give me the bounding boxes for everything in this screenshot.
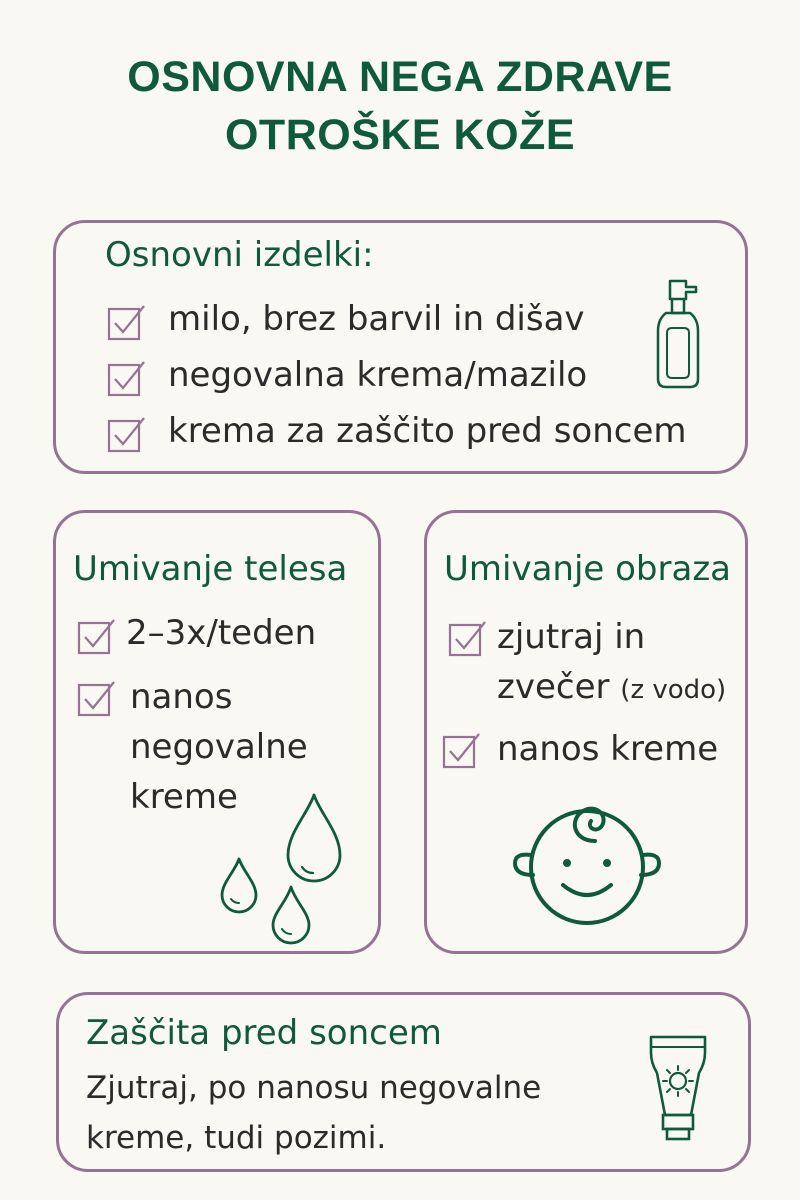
face-washing-item-1-evening: zvečer xyxy=(497,667,610,707)
face-washing-heading: Umivanje obraza xyxy=(444,549,732,589)
baby-face-icon xyxy=(509,795,665,929)
checkbox-icon xyxy=(76,679,116,719)
sun-protection-text xyxy=(86,1063,541,1163)
body-washing-item-2-line-1: nanos xyxy=(130,677,233,717)
basic-products-item-3: krema za zaščito pred soncem xyxy=(168,411,687,451)
face-washing-item-1-note: (z vodo) xyxy=(620,675,727,705)
face-washing-item-1-line-1: zjutraj in xyxy=(497,617,646,657)
basic-products-item-1: milo, brez barvil in dišav xyxy=(168,299,585,339)
sunscreen-tube-icon xyxy=(647,1033,709,1143)
pump-bottle-icon xyxy=(652,279,704,391)
page-title-line-1: OSNOVNA NEGA ZDRAVE xyxy=(127,53,673,101)
sun-protection-text-line-1: Zjutraj, po nanosu negovalne xyxy=(86,1070,542,1106)
face-washing-item-2: nanos kreme xyxy=(497,729,719,769)
checkbox-icon xyxy=(447,619,487,659)
sun-protection-heading: Zaščita pred soncem xyxy=(86,1013,442,1053)
page-title xyxy=(0,48,800,164)
checkbox-icon xyxy=(106,303,146,343)
basic-products-card xyxy=(53,220,748,474)
page-title-line-2: OTROŠKE KOŽE xyxy=(224,111,576,159)
body-washing-heading: Umivanje telesa xyxy=(73,549,348,589)
body-washing-item-2-line-2: negovalne xyxy=(130,727,308,767)
body-washing-item-2-line-3: kreme xyxy=(130,777,238,817)
sun-protection-card xyxy=(56,992,751,1172)
checkbox-icon xyxy=(106,415,146,455)
face-washing-item-1-line-2 xyxy=(497,667,726,707)
checkbox-icon xyxy=(76,617,116,657)
body-washing-item-1: 2–3x/teden xyxy=(126,613,317,653)
checkbox-icon xyxy=(441,731,481,771)
checkbox-icon xyxy=(106,359,146,399)
sun-protection-text-line-2: kreme, tudi pozimi. xyxy=(86,1120,387,1156)
basic-products-heading: Osnovni izdelki: xyxy=(105,235,374,275)
body-washing-card xyxy=(53,510,381,954)
face-washing-card xyxy=(424,510,748,954)
basic-products-item-2: negovalna krema/mazilo xyxy=(168,355,588,395)
water-drops-icon xyxy=(216,789,350,947)
